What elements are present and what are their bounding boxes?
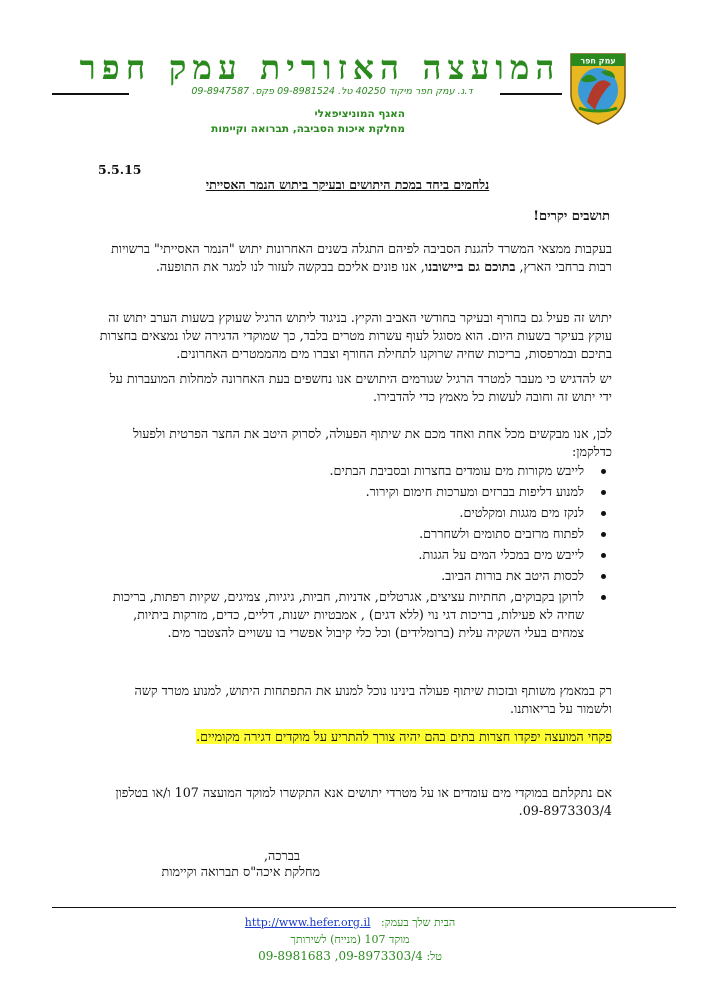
footer-hotline: מוקד 107 (מנייח) לשירותך bbox=[290, 933, 410, 946]
footer-phones-line bbox=[180, 949, 520, 963]
paragraph-request: לכן, אנו מבקשים מכל אחת ואחד מכם את שיתוף הפעולה, לסרוק היטב את החצר הפרטית ולפעול כדלקמן: bbox=[133, 426, 612, 459]
bullet-icon bbox=[601, 574, 606, 579]
footer-divider bbox=[52, 907, 676, 908]
page-title: המועצה האזורית עמק חפר bbox=[79, 48, 561, 87]
list-item bbox=[98, 483, 584, 501]
list-item bbox=[98, 462, 584, 480]
paragraph-about-mosquito: יתוש זה פעיל גם בחורף ובעיקר בחודשי האביב והקיץ. בניגוד ליתוש הרגיל שעוקץ בשעות הערב יתוש זה עוקץ בעיקר בשעות היום. הוא מסוגל לעוף עשרות מטרים בלבד, כך שמוקדי הדגירה שלו נמצאים בחצרות בתיכם ובמרפסות, בריכות שחיה שרוקנו לתחילת החורף וצברו מים מהממטרים האחרונים. bbox=[99, 310, 612, 361]
website-link[interactable]: http://www.hefer.org.il bbox=[244, 916, 371, 929]
list-item-text: לרוקן בקבוקים, תחתיות עציצים, אגרטלים, אדניות, חביות, גיגיות, צמיגים, שקיות רפתות, בריכות שחיה לא פעילות, בריכות דגי נוי (ללא דגים) , אמבטיות ישנות, דליים, כדים, מזרקות ביתיות, צמחים בעלי השקיה עלית (ברומלידים) וכל כלי קיבול אפשרי בו עשויים להצטבר מים. bbox=[112, 589, 584, 640]
list-item-text: לנקז מים מגגות ומקלטים. bbox=[459, 505, 584, 520]
list-item bbox=[98, 525, 584, 543]
department-name: האגף המוניציפאלי bbox=[314, 108, 405, 120]
list-item-text: לייבש מים במכלי המים על הגגות. bbox=[418, 547, 584, 562]
header-divider-left bbox=[52, 93, 129, 95]
paragraph-intro-emphasis: בתוכם גם ביישובנו bbox=[424, 259, 516, 274]
paragraph-inspectors bbox=[98, 728, 612, 746]
bullet-icon bbox=[601, 595, 606, 600]
list-item-text: למנוע דליפות בברזים ומערכות חימום וקירור. bbox=[365, 484, 584, 499]
signature-blessing: בברכה, bbox=[264, 848, 300, 863]
bullet-icon bbox=[601, 553, 606, 558]
bullet-icon bbox=[601, 490, 606, 495]
logo-text: עמק חפר bbox=[580, 56, 616, 66]
footer-website-line bbox=[180, 916, 520, 929]
footer-home-label: הבית שלך בעמק: bbox=[381, 916, 456, 929]
footer-phone-numbers: 09-8973303/4, 09-8981683 bbox=[258, 949, 423, 963]
letter-subject: נלחמים ביחד במכת היתושים ובעיקר ביתוש הנמר האסייתי bbox=[205, 177, 490, 192]
list-item-text: לפתוח מרזבים סתומים ולשחררם. bbox=[419, 526, 584, 541]
paragraph-intro-c: , אנו פונים אליכם בבקשה לעזור לנו למגר את התופעה. bbox=[155, 259, 425, 274]
list-item-text: לייבש מקורות מים עומדים בחצרות ובסביבת הבתים. bbox=[329, 463, 584, 478]
paragraph-contact: אם נתקלתם במוקדי מים עומדים או על מטרדי יתושים אנא התקשרו למוקד המועצה 107 ו/או בטלפון 09-8973303/4. bbox=[115, 785, 612, 818]
paragraph-intro-a: בעקבות ממצאי המשרד להגנת הסביבה לפיהם התגלה בשנים האחרונות יתוש "הנמר האסייתי" ברשויות רבות ברחבי הארץ, bbox=[111, 241, 612, 274]
list-item-text: לכסות היטב את בורות הביוב. bbox=[441, 568, 584, 583]
paragraph-disease-warning: יש להדגיש כי מעבר למטרד הרגיל שגורמים היתושים אנו נחשפים בעת האחרונה למחלות המועברות על ידי יתוש זה וחובה לעשות כל מאמץ כדי להדבירו. bbox=[109, 371, 612, 404]
letter-date: 5.5.15 bbox=[98, 162, 142, 177]
bullet-icon bbox=[601, 511, 606, 516]
highlighted-notice: פקחי המועצה יפקדו חצרות בתים בהם יהיה צורך להתריע על מוקדים דגירה מקומיים. bbox=[196, 729, 612, 744]
paragraph-intro bbox=[98, 240, 612, 276]
footer-phone-label: טל: bbox=[426, 950, 442, 963]
signature-department: מחלקת איכה"ס תברואה וקיימות bbox=[161, 864, 320, 879]
bullet-icon bbox=[601, 532, 606, 537]
council-logo bbox=[567, 50, 629, 126]
header-address: ד.נ. עמק חפר מיקוד 40250 טל. 09-8981524 פקס. 09-8947587 bbox=[191, 86, 473, 97]
sub-department-name: מחלקת איכות הסביבה, תברואה וקיימות bbox=[211, 123, 405, 135]
list-item bbox=[98, 567, 584, 585]
bullet-icon bbox=[601, 469, 606, 474]
list-item bbox=[98, 588, 584, 642]
letter-greeting: תושבים יקרים! bbox=[533, 209, 610, 224]
emblem-icon bbox=[567, 50, 629, 126]
action-list bbox=[98, 462, 584, 645]
paragraph-cooperation: רק במאמץ משותף ובזכות שיתוף פעולה בינינו נוכל למנוע את התפתחות היתוש, למנוע מטרד קשה ולשמור על בריאותנו. bbox=[134, 683, 612, 716]
header-divider-right bbox=[500, 93, 562, 95]
list-item bbox=[98, 504, 584, 522]
list-item bbox=[98, 546, 584, 564]
